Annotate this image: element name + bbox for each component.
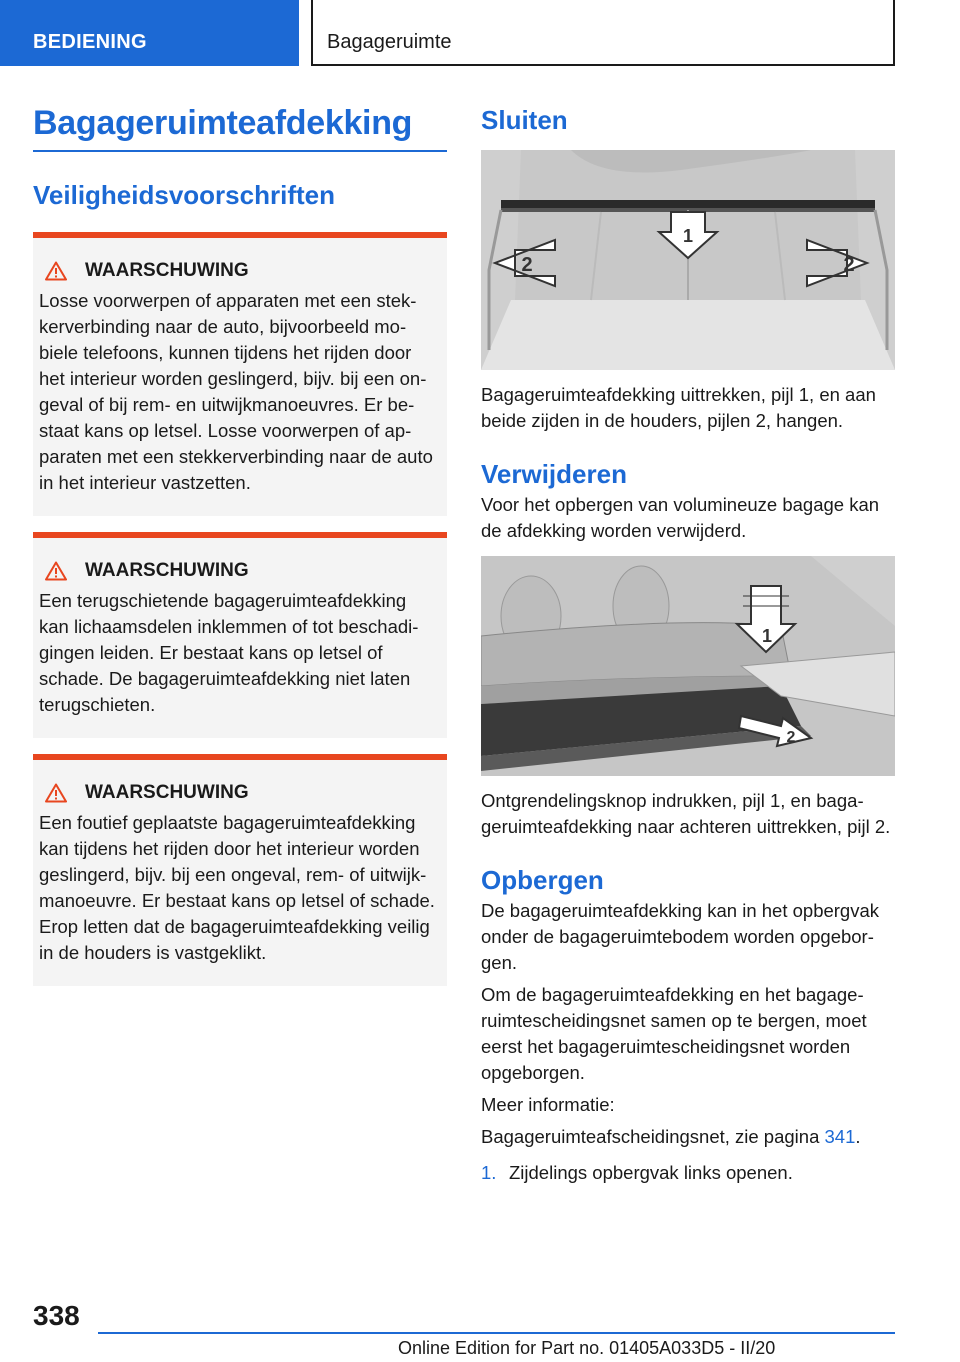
arrow-label-1: 1 [682, 226, 694, 246]
chapter-tab: BEDIENING [0, 0, 299, 66]
left-column [33, 100, 447, 986]
reference-end: . [855, 1126, 861, 1147]
opbergen-heading: Opbergen [481, 865, 604, 895]
verwijderen-intro: Voor het opbergen van volumineuze bagage kan de afdekking worden verwijderd. [481, 494, 880, 541]
right-column [481, 100, 895, 1186]
warning-text: Een terugschietende bagageruimteafdekking kan lichaamsdelen inklemmen of tot beschadigingen leiden. Er bestaat kans op letsel of schade. De bagageruimteafdekking niet laten terugschieten. [39, 590, 419, 715]
cargo-cover-removal-illustration [481, 556, 895, 776]
list-text: Zijdelings opbergvak links openen. [509, 1162, 793, 1183]
list-number: 1. [481, 1162, 497, 1183]
list-item [481, 1160, 895, 1186]
warning-triangle-icon [45, 783, 67, 803]
sluiten-heading: Sluiten [481, 105, 568, 135]
warning-text: Een foutief geplaatste bagageruimteafdekking kan tijdens het rijden door het interieur worden geslingerd, bijv. bij een ongeval, rem- of uitwijkmanoeuvre. Er bestaat kans op letsel of schade. Erop letten dat de bagageruimteafdekking veilig in de houders is vastgeklikt. [39, 812, 435, 963]
arrow-label-2: 2 [786, 729, 796, 746]
warning-label: WAARSCHUWING [85, 782, 249, 803]
page-header [0, 0, 960, 66]
edition-text: Online Edition for Part no. 01405A033D5 - II/20 [398, 1338, 776, 1358]
warning-label: WAARSCHUWING [85, 560, 249, 581]
reference-text: Bagageruimteafscheidingsnet, zie pagina [481, 1126, 825, 1147]
arrow-label-1: 1 [761, 626, 773, 646]
opbergen-paragraph: De bagageruimteafdekking kan in het opbergvak onder de bagageruimtebodem worden opgeborgen. [481, 900, 880, 973]
verwijderen-figure [481, 556, 895, 776]
page-reference [481, 1124, 895, 1150]
warning-header [39, 258, 439, 284]
opbergen-paragraph: Om de bagageruimteafdekking en het bagageruimtescheidingsnet samen op te bergen, moet eerst het bagageruimtescheidingsnet worden opgeborgen. [481, 984, 867, 1083]
warning-triangle-icon [45, 261, 67, 281]
warning-triangle-icon [45, 561, 67, 581]
page-number: 338 [33, 1300, 80, 1331]
warning-box [33, 532, 447, 738]
footer-divider [98, 1332, 895, 1334]
warning-box [33, 232, 447, 516]
verwijderen-caption: Ontgrendelingsknop indrukken, pijl 1, en bagageruimteafdekking naar achteren uittrekken, pijl 2. [481, 790, 891, 837]
sluiten-figure [481, 150, 895, 370]
section-title: Bagageruimte [311, 0, 895, 66]
warning-header [39, 780, 439, 806]
warning-header [39, 558, 439, 584]
arrow-label-2-right: 2 [843, 254, 855, 276]
page-title: Bagageruimteafdekking [33, 100, 447, 152]
warning-box [33, 754, 447, 986]
verwijderen-heading: Verwijderen [481, 459, 627, 489]
safety-heading: Veiligheidsvoorschriften [33, 180, 335, 210]
page-link[interactable]: 341 [824, 1126, 856, 1147]
sluiten-caption: Bagageruimteafdekking uittrekken, pijl 1, en aan beide zijden in de houders, pijlen 2, hangen. [481, 384, 876, 431]
warning-label: WAARSCHUWING [85, 260, 249, 281]
more-info-label: Meer informatie: [481, 1094, 615, 1115]
warning-text: Losse voorwerpen of apparaten met een stekkerverbinding naar de auto, bijvoorbeeld mobiele telefoons, kunnen tijdens het rijden door het interieur worden geslingerd, bijv. bij een ongeval of bij rem- en uitwijkmanoeuvres. Er bestaat kans op letsel. Losse voorwerpen of apparaten met een stekkerverbinding naar de auto in het interieur vastzetten. [39, 290, 433, 493]
warning-list [33, 232, 447, 986]
arrow-label-2-left: 2 [521, 254, 533, 276]
cargo-cover-closing-illustration [481, 150, 895, 370]
